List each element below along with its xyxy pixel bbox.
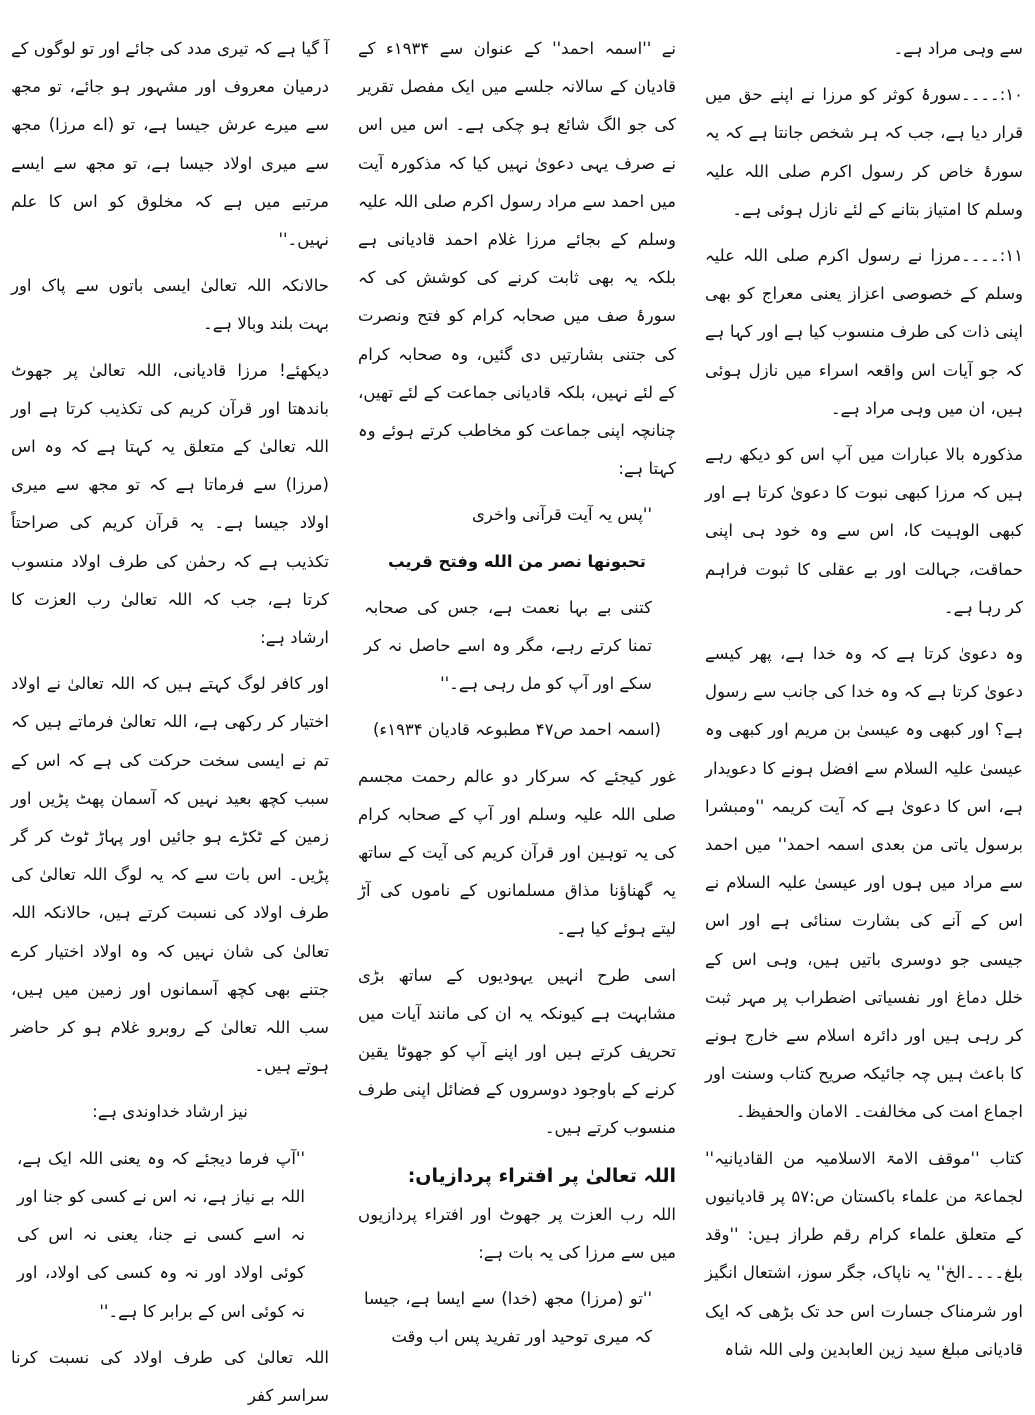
paragraph: اللہ تعالیٰ کی طرف اولاد کی نسبت کرنا سراسر کفر — [11, 1347, 329, 1405]
paragraph: کتاب ''موقف الامۃ الاسلامیہ من القادیانیہ'' لجماعۃ من علماء باکستان ص:۵۷ پر قادیانیوں کے متعلق علماء کرام رقم طراز ہیں: ''وقد بلغ۔۔۔۔الخ'' یہ ناپاک، جگر سوز، اشتعال انگیز اور شرمناک جسارت اس حد تک بڑھی کہ ایک قادیانی مبلغ سید زین العابدین ولی اللہ شاہ — [705, 1148, 1024, 1359]
paragraph: مذکورہ بالا عبارات میں آپ اس کو دیکھ رہے ہیں کہ مرزا کبھی نبوت کا دعویٰ کرتا ہے اور کبھی الوہیت کا، اس سے وہ خود ہی اپنی حماقت، جہالت اور بے عقلی کا ثبوت فراہم کر رہا ہے۔ — [705, 445, 1023, 617]
paragraph: وہ دعویٰ کرتا ہے کہ وہ خدا ہے، پھر کیسے دعویٰ کرتا ہے کہ وہ خدا کی جانب سے رسول ہے؟ اور کبھی وہ عیسیٰ بن مریم اور کبھی وہ عیسیٰ علیہ السلام سے افضل ہونے کا دعویدار ہے، اس کا دعویٰ ہے کہ آیت کریمہ ''ومبشرا برسول یاتی من بعدی اسمہ احمد'' میں احمد سے مراد میں ہوں اور عیسیٰ علیہ السلام نے اس کے آنے کی بشارت سنائی ہے اور اس جیسی جو دوسری باتیں ہیں، وہی اس کے خلل دماغ اور نفسیاتی اضطراب پر مہر ثبت کر رہی ہیں اور دائرہ اسلام سے خارج ہونے کا باعث ہیں چہ جائیکہ صریح کتاب وسنت اور اجماع امت کی مخالفت۔ الامان والحفیظ۔ — [705, 644, 1023, 1122]
quote: ''پس یہ آیت قرآنی واخری — [471, 505, 652, 525]
arabic-verse: تحبونها نصر من الله وفتح قريب — [388, 551, 646, 571]
quote: ''تو (مرزا) مجھ (خدا) سے ایسا ہے، جیسا کہ میری توحید اور تفرید پس اب وقت — [364, 1289, 652, 1347]
quote: ''آپ فرما دیجئے کہ وہ یعنی اللہ ایک ہے، اللہ بے نیاز ہے، نہ اس نے کسی کو جنا اور نہ اسے کسی نے جنا، یعنی نہ اس کی کوئی اولاد اور نہ وہ کسی کی اولاد، اور نہ کوئی اس کے برابر کا ہے۔'' — [17, 1148, 305, 1321]
column-middle — [358, 30, 676, 1355]
paragraph: آ گیا ہے کہ تیری مدد کی جائے اور تو لوگوں کے درمیان معروف اور مشہور ہو جائے، تو مجھ سے میرے عرش جیسا ہے، تو (اے مرزا) مجھ سے میری اولاد جیسا ہے، تو مجھ سے ایسے مرتبے میں ہے کہ مخلوق کو اس کا علم نہیں۔'' — [11, 39, 329, 250]
paragraph: نے ''اسمہ احمد'' کے عنوان سے ۱۹۳۴ء کے قادیان کے سالانہ جلسے میں ایک مفصل تقریر کی جو الگ شائع ہو چکی ہے۔ اس میں اس نے صرف یہی دعویٰ نہیں کیا کہ مذکورہ آیت میں احمد سے مراد رسول اکرم صلی اللہ علیہ وسلم کے بجائے مرزا غلام احمد قادیانی ہے بلکہ یہ بھی ثابت کرنے کی کوشش کی کہ سورۂ صف میں صحابہ کرام کو فتح ونصرت کی جتنی بشارتیں دی گئیں، وہ صحابہ کرام کے لئے نہیں، بلکہ قادیانی جماعت کے لئے تھیں، چنانچہ اپنی جماعت کو مخاطب کرتے ہوئے وہ کہتا ہے: — [358, 39, 677, 479]
paragraph: اسی طرح انہیں یہودیوں کے ساتھ بڑی مشابہت ہے کیونکہ یہ ان کی مانند آیات میں تحریف کرتے ہیں اور اپنے آپ کو جھوٹا یقین کرنے کے باوجود دوسروں کے فضائل اپنی طرف منسوب کرتے ہیں۔ — [358, 965, 676, 1138]
column-right — [705, 30, 1024, 1359]
paragraph: غور کیجئے کہ سرکار دو عالم رحمت مجسم صلی اللہ علیہ وسلم اور آپ کے صحابہ کرام کی یہ توہین اور قرآن کریم کی آیت کے ساتھ یہ گھناؤنا مذاق مسلمانوں کے ناموں کی آڑ لیتے ہوئے کیا ہے۔ — [358, 766, 676, 939]
paragraph: نیز ارشاد خداوندی ہے: — [92, 1102, 248, 1122]
quote: کتنی بے بہا نعمت ہے، جس کی صحابہ تمنا کرتے رہے، مگر وہ اسے حاصل نہ کر سکے اور آپ کو مل رہی ہے۔'' — [364, 597, 652, 694]
paragraph: اللہ رب العزت پر جھوٹ اور افتراء پردازیوں میں سے مرزا کی یہ بات ہے: — [358, 1204, 676, 1262]
paragraph: ۱۰:۔۔۔۔سورۂ کوثر کو مرزا نے اپنے حق میں قرار دیا ہے، جب کہ ہر شخص جانتا ہے کہ یہ سورۂ خاص کر رسول اکرم صلی اللہ علیہ وسلم کا امتیاز بتانے کے لئے نازل ہوئی ہے۔ — [705, 85, 1023, 219]
section-heading: اللہ تعالیٰ پر افتراء پردازیاں: — [407, 1164, 676, 1187]
paragraph: ۱۱:۔۔۔۔مرزا نے رسول اکرم صلی اللہ علیہ وسلم کے خصوصی اعزاز یعنی معراج کو بھی اپنی ذات کی طرف منسوب کیا ہے اور کہا ہے کہ جو آیات اس واقعہ اسراء میں نازل ہوئی ہیں، ان میں وہی مراد ہے۔ — [705, 246, 1023, 418]
paragraph: دیکھئے! مرزا قادیانی، اللہ تعالیٰ پر جھوٹ باندھتا اور قرآن کریم کی تکذیب کرتا ہے اور اللہ تعالیٰ کے متعلق یہ کہتا ہے کہ وہ اس (مرزا) سے فرماتا ہے کہ تو مجھ سے میری اولاد جیسا ہے۔ یہ قرآن کریم کی صراحتاً تکذیب ہے کہ رحمٰن کی طرف اولاد منسوب کرتا ہے، جب کہ اللہ تعالیٰ رب العزت کا ارشاد ہے: — [11, 360, 329, 648]
paragraph: سے وہی مراد ہے۔ — [893, 39, 1023, 58]
citation: (اسمہ احمد ص۴۷ مطبوعہ قادیان ۱۹۳۴ء) — [373, 720, 661, 740]
column-left — [11, 30, 329, 1405]
paragraph: حالانکہ اللہ تعالیٰ ایسی باتوں سے پاک اور بہت بلند وبالا ہے۔ — [11, 276, 329, 334]
paragraph: اور کافر لوگ کہتے ہیں کہ اللہ تعالیٰ نے اولاد اختیار کر رکھی ہے، اللہ تعالیٰ فرماتے ہیں کہ تم نے ایسی سخت حرکت کی ہے کہ اس کے سبب کچھ بعید نہیں کہ آسمان پھٹ پڑیں اور زمین کے ٹکڑے ہو جائیں اور پہاڑ ٹوٹ کر گر پڑیں۔ اس بات سے کہ یہ لوگ اللہ تعالیٰ کی طرف اولاد کی نسبت کرتے ہیں، حالانکہ اللہ تعالیٰ کی شان نہیں کہ وہ اولاد اختیار کرے جتنے بھی کچھ آسمانوں اور زمین میں ہیں، سب اللہ تعالیٰ کے روبرو غلام ہو کر حاضر ہوتے ہیں۔ — [11, 674, 329, 1076]
